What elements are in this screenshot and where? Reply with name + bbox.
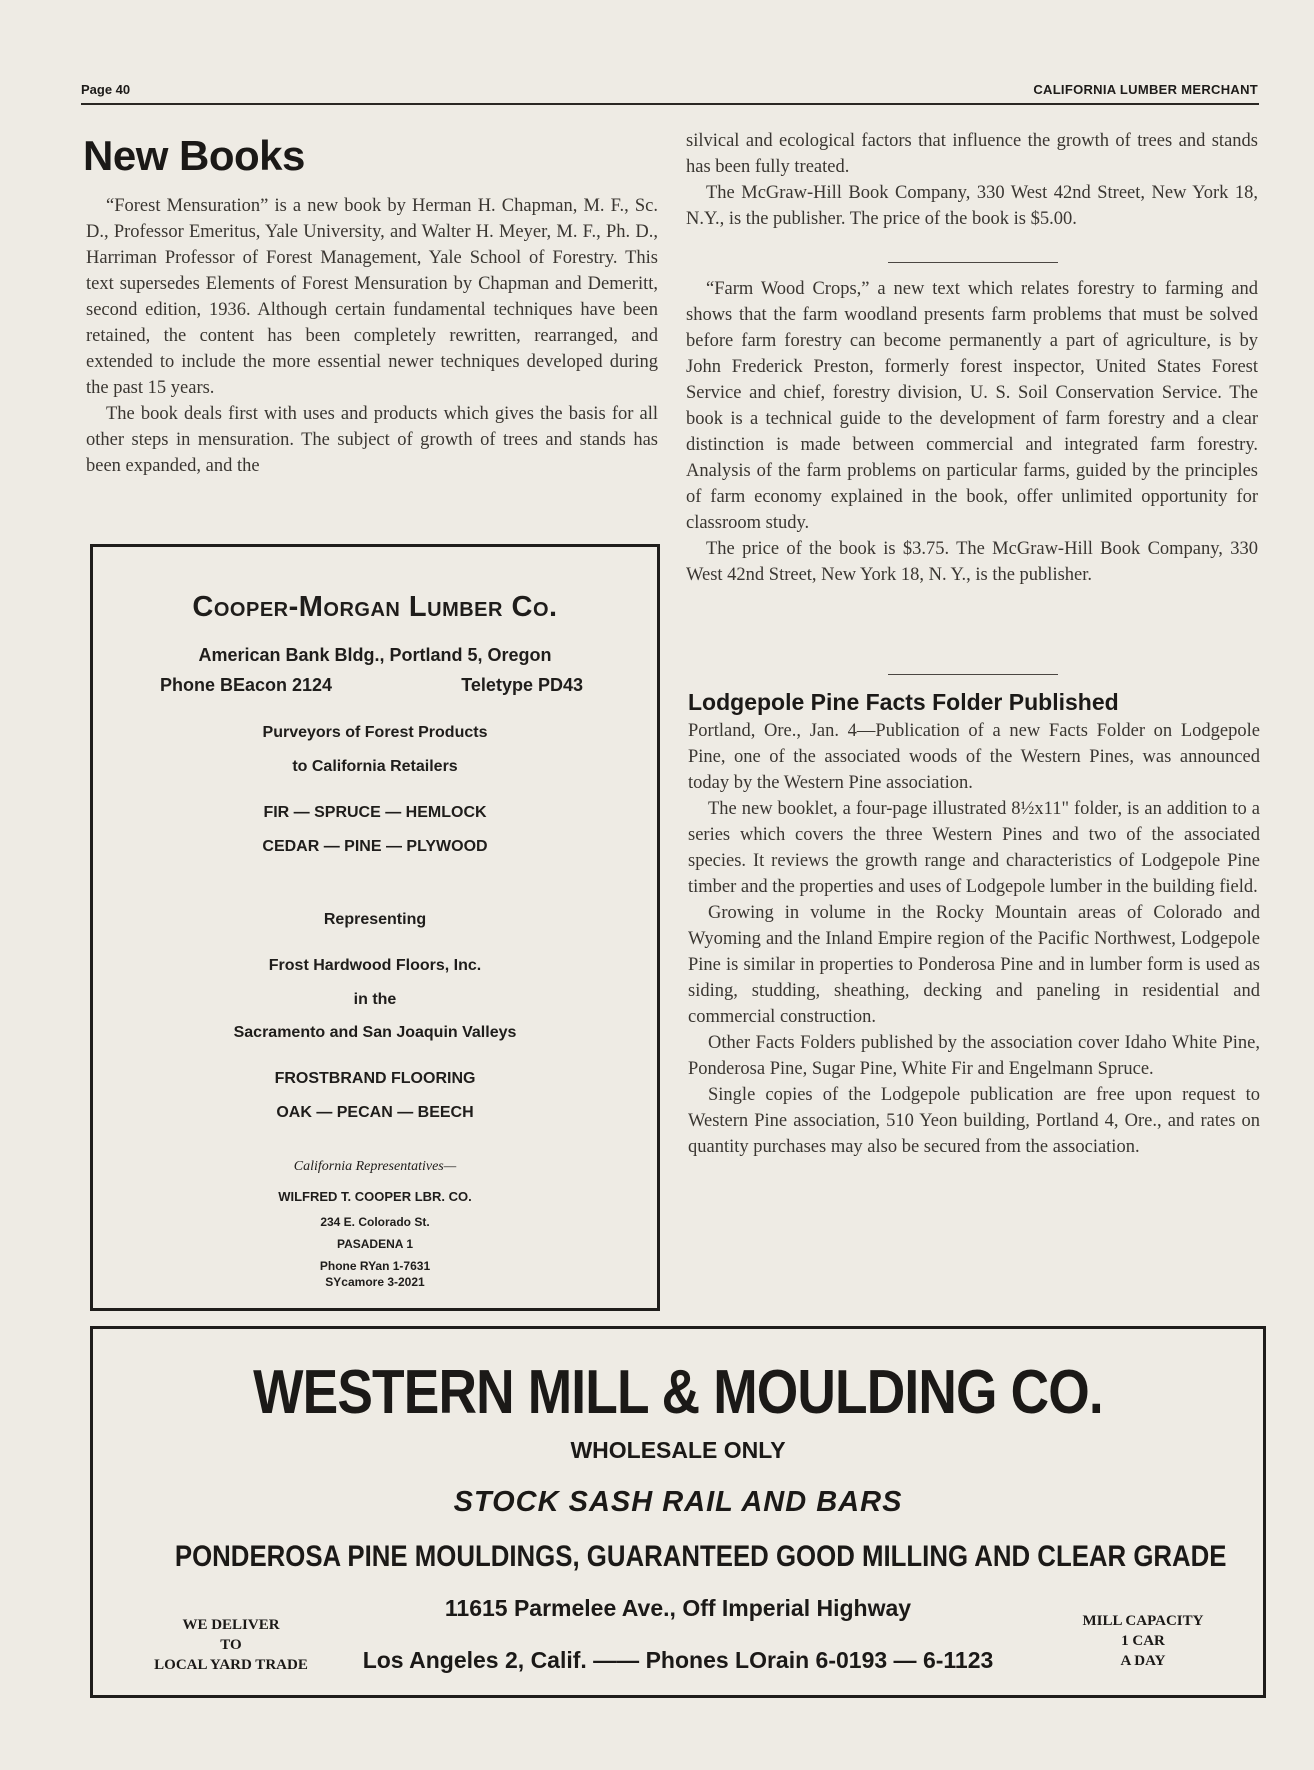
delivery-note	[131, 1615, 331, 1675]
reps-label: California Representatives—	[293, 1159, 457, 1174]
publication-title: CALIFORNIA LUMBER MERCHANT	[1033, 82, 1258, 97]
farm-wood-crops-paragraph: “Farm Wood Crops,” a new text which relates forestry to farming and shows that the farm woodland presents farm problems that must be solved before farm forestry can become permanently a part of agriculture, is by John Frederick Preston, formerly forest inspector, United States Forest Service and chief, forestry division, U. S. Soil Conservation Service. The book is a technical guide to the development of farm forestry and a clear distinction is made between commercial and integrated farm forestry. Analysis of the farm problems on particular farms, guided by the principles of farm economy explained in the book, offer unlimited opportunity for classroom study.	[686, 279, 1258, 533]
rep-phone-1: Phone RYan 1-7631	[319, 1259, 431, 1273]
mensuration-continuation: silvical and ecological factors that influence the growth of trees and stands has been fully treated.	[686, 131, 1258, 177]
ponderosa-line: PONDEROSA PINE MOULDINGS, GUARANTEED GOOD MILLING AND CLEAR GRADE	[174, 1540, 1227, 1573]
in-the-line: in the	[353, 991, 397, 1008]
cooper-teletype: Teletype PD43	[461, 675, 583, 695]
page-number: Page 40	[81, 82, 131, 97]
capacity-line-2: 1 CAR	[1121, 1633, 1165, 1649]
new-books-column-left	[86, 193, 658, 479]
western-city-phones: Los Angeles 2, Calif. —— Phones LOrain 6-0193 — 6-1123	[362, 1647, 994, 1673]
rep-city: PASADENA 1	[336, 1237, 413, 1251]
cooper-morgan-ad	[90, 544, 660, 1311]
woods-line: OAK — PECAN — BEECH	[276, 1104, 474, 1121]
new-books-column-right	[686, 128, 1258, 232]
lodgepole-article	[688, 718, 1260, 1160]
frostbrand-line: FROSTBRAND FLOORING	[274, 1070, 476, 1087]
lodgepole-heading: Lodgepole Pine Facts Folder Published	[688, 689, 1119, 715]
forest-mensuration-paragraph: “Forest Mensuration” is a new book by Herman H. Chapman, M. F., Sc. D., Professor Emeritus, Yale University, and Walter H. Meyer, M. F., Ph. D., Harriman Professor of Forest Management, Yale School of Forestry. This text supersedes Elements of Forest Mensuration by Chapman and Demeritt, second edition, 1936. Although certain fundamental techniques have been retained, the content has been completely rewritten, rearranged, and extended to include the more essential newer techniques developed during the past 15 years.	[86, 196, 658, 398]
western-address: 11615 Parmelee Ave., Off Imperial Highway	[444, 1595, 912, 1621]
lodgepole-paragraph-5: Single copies of the Lodgepole publication are free upon request to Western Pine association, 510 Yeon building, Portland 4, Ore., and rates on quantity purchases may also be secured from the association.	[688, 1085, 1260, 1157]
species-line-1: FIR — SPRUCE — HEMLOCK	[263, 804, 487, 821]
purveyors-line: Purveyors of Forest Products	[262, 724, 488, 741]
new-books-heading: New Books	[83, 132, 305, 179]
rep-name: WILFRED T. COOPER LBR. CO.	[278, 1189, 472, 1204]
valleys-line: Sacramento and San Joaquin Valleys	[233, 1024, 517, 1041]
stock-sash-line: STOCK SASH RAIL AND BARS	[453, 1486, 903, 1518]
lodgepole-paragraph-3: Growing in volume in the Rocky Mountain areas of Colorado and Wyoming and the Inland Empire region of the Pacific Northwest, Lodgepole Pine is similar in properties to Ponderosa Pine and in lumber form is used as siding, studding, sheathing, decking and paneling in residential and commercial construction.	[688, 903, 1260, 1027]
western-mill-ad	[90, 1326, 1266, 1698]
lodgepole-paragraph-4: Other Facts Folders published by the association cover Idaho White Pine, Ponderosa Pine, Sugar Pine, White Fir and Engelmann Spruce.	[688, 1033, 1260, 1079]
species-line-2: CEDAR — PINE — PLYWOOD	[262, 838, 488, 855]
deliver-line-3: LOCAL YARD TRADE	[154, 1657, 308, 1673]
header-rule	[81, 103, 1259, 105]
separator-rule	[888, 674, 1058, 675]
rep-phone-2: SYcamore 3-2021	[325, 1275, 425, 1289]
deliver-line-1: WE DELIVER	[182, 1617, 280, 1633]
farm-wood-crops-price-paragraph: The price of the book is $3.75. The McGraw-Hill Book Company, 330 West 42nd Street, New York 18, N. Y., is the publisher.	[686, 539, 1258, 585]
cooper-phone: Phone BEacon 2124	[160, 675, 333, 695]
lodgepole-paragraph-2: The new booklet, a four-page illustrated 8½x11" folder, is an addition to a series which covers the three Western Pines and two of the associated species. It reviews the growth range and characteristics of Lodgepole Pine timber and the properties and uses of Lodgepole lumber in the building field.	[688, 799, 1260, 897]
representing-line: Representing	[323, 911, 427, 928]
cooper-morgan-name: Cooper-Morgan Lumber Co.	[192, 591, 558, 623]
rep-street: 234 E. Colorado St.	[320, 1215, 430, 1229]
deliver-line-2: TO	[220, 1637, 242, 1653]
mensuration-uses-paragraph: The book deals first with uses and products which gives the basis for all other steps in mensuration. The subject of growth of trees and stands has been expanded, and the	[86, 404, 658, 476]
lodgepole-paragraph-1: Portland, Ore., Jan. 4—Publication of a new Facts Folder on Lodgepole Pine, one of the associated woods of the Western Pines, was announced today by the Western Pine association.	[688, 721, 1260, 793]
mensuration-publisher-paragraph: The McGraw-Hill Book Company, 330 West 42nd Street, New York 18, N.Y., is the publisher. The price of the book is $5.00.	[686, 183, 1258, 229]
farm-wood-crops-block	[686, 276, 1258, 588]
wholesale-line: WHOLESALE ONLY	[570, 1437, 786, 1463]
mill-capacity-note	[1043, 1611, 1243, 1671]
frost-hardwood-line: Frost Hardwood Floors, Inc.	[268, 957, 482, 974]
retailers-line: to California Retailers	[292, 758, 458, 775]
cooper-address: American Bank Bldg., Portland 5, Oregon	[198, 645, 552, 665]
separator-rule	[888, 262, 1058, 263]
western-mill-name: WESTERN MILL & MOULDING CO.	[253, 1358, 1103, 1427]
capacity-line-1: MILL CAPACITY	[1082, 1613, 1204, 1629]
capacity-line-3: A DAY	[1120, 1653, 1166, 1669]
